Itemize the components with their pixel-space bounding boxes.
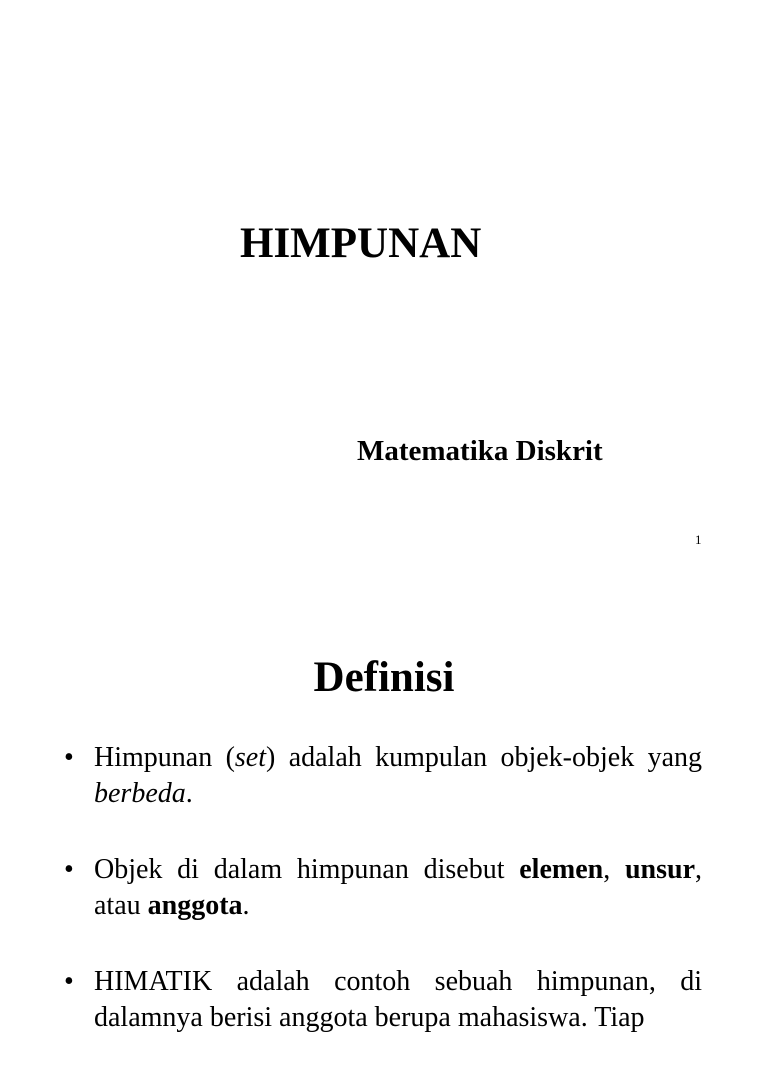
bullet-list	[60, 740, 702, 1076]
bullet-icon: •	[64, 854, 74, 885]
bullet-item-example	[60, 964, 702, 1036]
berbeda-term: berbeda	[94, 778, 186, 809]
bullet-text: , atau	[94, 854, 702, 921]
bullet-text: ) adalah kumpulan objek-objek yang	[266, 742, 703, 773]
bullet-text: .	[242, 890, 250, 921]
section-heading: Definisi	[313, 654, 455, 701]
bullet-icon: •	[64, 966, 74, 997]
bullet-text: Objek di dalam himpunan disebut	[94, 854, 520, 885]
elemen-term: elemen	[519, 854, 604, 885]
slide-title: HIMPUNAN	[240, 220, 482, 267]
bullet-text: HIMATIK adalah contoh sebuah himpunan, di dalamnya berisi anggota berupa mahasiswa. Tiap	[94, 966, 702, 1033]
bullet-text: .	[185, 778, 193, 809]
set-term: set	[234, 742, 267, 773]
page-number: 1	[695, 532, 702, 547]
anggota-term: anggota	[147, 890, 243, 921]
bullet-item-definition	[60, 740, 702, 812]
bullet-text: ,	[603, 854, 625, 885]
bullet-icon: •	[64, 742, 74, 773]
unsur-term: unsur	[624, 854, 695, 885]
bullet-text: Himpunan (	[94, 742, 235, 773]
slide-subtitle: Matematika Diskrit	[357, 435, 603, 467]
bullet-item-elements	[60, 852, 702, 924]
